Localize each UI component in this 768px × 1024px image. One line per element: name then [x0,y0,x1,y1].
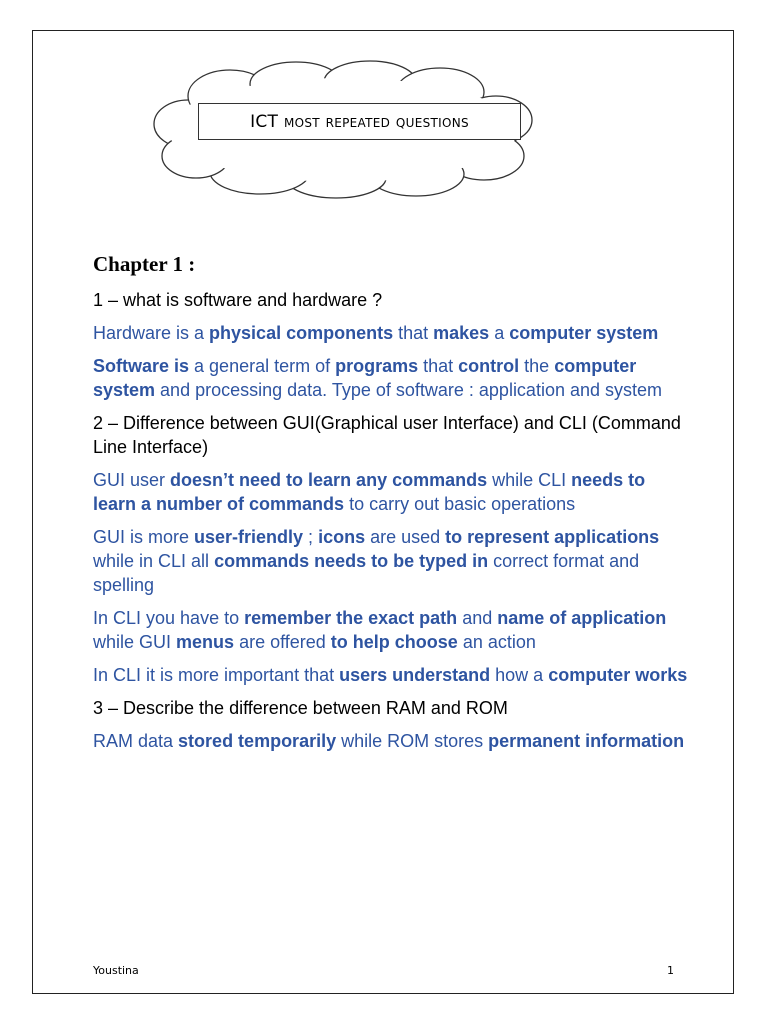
text-segment: ; [303,527,319,547]
bold-text: physical components [209,323,394,343]
bold-text: Software is [93,356,190,376]
bold-text: doesn’t need to learn any commands [170,470,488,490]
answer [93,354,693,402]
text-segment: while CLI [487,470,572,490]
answer [93,663,693,687]
text-segment: In CLI it is more important that [93,665,340,685]
bold-text: name of application [497,608,667,628]
bold-text: permanent information [488,731,685,751]
text-segment: 3 – Describe the difference between RAM and ROM [93,698,508,718]
text-segment: an action [457,632,536,652]
text-segment: that [418,356,459,376]
footer-page-number: 1 [667,964,674,977]
bold-text: programs [335,356,419,376]
bold-text: user-friendly [194,527,304,547]
text-segment: are offered [234,632,331,652]
text-segment: how a [490,665,549,685]
bold-text: needs to learn a number of commands [93,470,646,514]
bold-text: stored temporarily [178,731,337,751]
text-segment: a general term of [189,356,336,376]
text-segment: the [519,356,555,376]
bold-text: to help choose [330,632,458,652]
text-segment: GUI is more [93,527,195,547]
chapter-heading: Chapter 1 : [93,252,196,276]
text-segment: Hardware is a [93,323,210,343]
text-segment: that [393,323,434,343]
page-title: ICT most repeated questions [250,111,469,132]
bold-text: remember the exact path [244,608,458,628]
bold-text: computer works [548,665,688,685]
text-segment: 2 – Difference between GUI(Graphical user Interface) and CLI (Command Line Interface) [93,413,681,457]
bold-text: icons [318,527,366,547]
text-segment: while GUI [93,632,177,652]
text-segment: GUI user [93,470,171,490]
footer-author: Youstina [93,964,139,977]
qa-list [93,288,693,753]
title-box [198,103,521,140]
text-segment: 1 – what is software and hardware ? [93,290,383,310]
text-segment: to carry out basic operations [344,494,576,514]
text-segment: while in CLI all [93,551,215,571]
answer [93,468,693,516]
question [93,288,693,312]
bold-text: menus [176,632,235,652]
text-segment: a [489,323,510,343]
answer [93,606,693,654]
bold-text: makes [433,323,490,343]
text-segment: correct format and spelling [93,551,640,595]
text-segment: and processing data. Type of software : application and system [155,380,663,400]
document-body [93,250,693,762]
answer [93,321,693,345]
text-segment: are used [365,527,446,547]
question [93,696,693,720]
question [93,411,693,459]
text-segment: while ROM stores [336,731,489,751]
bold-text: computer system [509,323,659,343]
bold-text: to represent applications [445,527,660,547]
bold-text: control [458,356,520,376]
answer [93,729,693,753]
bold-text: computer system [93,356,637,400]
bold-text: commands needs to be typed in [214,551,489,571]
answer [93,525,693,597]
text-segment: In CLI you have to [93,608,245,628]
text-segment: RAM data [93,731,179,751]
text-segment: and [457,608,498,628]
bold-text: users understand [339,665,491,685]
